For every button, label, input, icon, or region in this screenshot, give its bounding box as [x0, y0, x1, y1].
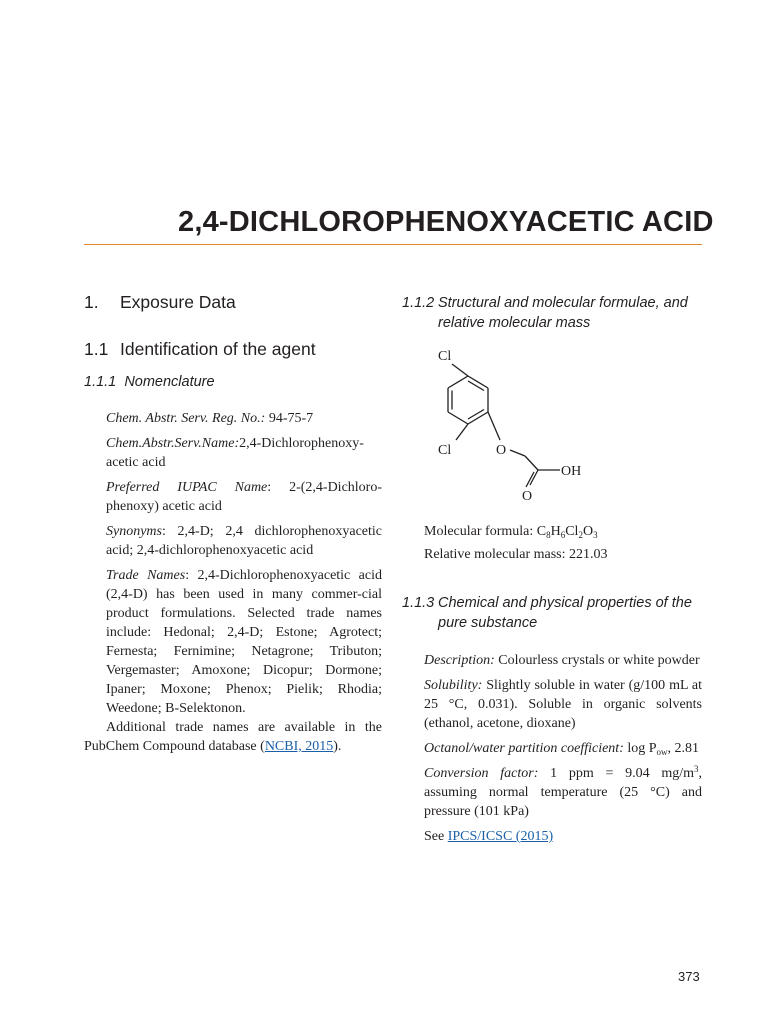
section-number: 1.1.2	[402, 295, 435, 311]
iupac-name: Preferred IUPAC Name: 2-(2,4-Dichloro-phenoxy) acetic acid	[106, 480, 382, 514]
nomenclature-list	[106, 409, 382, 724]
section-number: 1.1	[84, 339, 109, 359]
section-heading-chemical	[402, 593, 712, 633]
additional-trade-names: Additional trade names are available in the PubChem Compound database (NCBI, 2015).	[84, 720, 382, 754]
synonyms: Synonyms: 2,4-D; 2,4 dichlorophenoxyacetic acid; 2,4-dichlorophenoxyacetic acid	[106, 524, 382, 558]
octanol-water-coefficient: Octanol/water partition coefficient: $\log P_{ow}$, 2.81	[424, 741, 700, 757]
description: Description: Colourless crystals or white powder	[424, 653, 700, 668]
properties-list	[424, 651, 702, 852]
page-title: 2,4-DICHLOROPHENOXYACETIC ACID	[178, 206, 714, 238]
section-number: 1.1.3	[402, 595, 435, 611]
see-reference: See IPCS/ICSC (2015)	[424, 829, 554, 844]
section-heading-nomenclature	[84, 372, 384, 392]
section-heading-exposure	[84, 292, 236, 313]
structural-formula-diagram	[430, 340, 610, 505]
cas-name: Chem.Abstr.Serv.Name:2,4-Dichlorophenoxy-acetic acid	[106, 436, 364, 470]
section-heading-identification	[84, 339, 316, 360]
section-label: pure substance	[438, 615, 538, 631]
section-label: Nomenclature	[124, 374, 215, 390]
hydroxyl-label: OH	[561, 464, 582, 479]
page-number: 373	[678, 969, 700, 984]
ether-oxygen-label: O	[496, 443, 507, 458]
trade-names: Trade Names: 2,4-Dichlorophenoxyacetic acid (2,4-D) has been used in many commer-cial product formulations. Selected trade names include: Hedonal; 2,4-D; Estone; Agrotect; Fernesta; Fernimine; Netagrone; Tributon; Vergemaster; Amoxone; Dicopur; Dormone; Ipaner; Moxone; Phenox; Pielik; Rhodia; Weedone; B-Selektonon.	[106, 568, 382, 716]
section-label: relative molecular mass	[438, 315, 591, 331]
section-label: Structural and molecular formulae, and	[438, 295, 688, 311]
molecular-formula: Molecular formula: $C_8H_6Cl_2O_3$	[424, 524, 598, 540]
section-label: Chemical and physical properties of the	[438, 595, 692, 611]
solubility: Solubility: Slightly soluble in water (g/100 mL at 25 °C, 0.031). Soluble in organic solvents (ethanol, acetone, dioxane)	[424, 678, 702, 731]
section-heading-structural	[402, 293, 712, 333]
carbonyl-oxygen-label: O	[522, 489, 533, 504]
chlorine-bottom-label: Cl	[438, 443, 452, 458]
section-number: 1.1.1	[84, 374, 117, 390]
ncbi-reference-link[interactable]: NCBI, 2015	[264, 739, 334, 754]
chlorine-top-label: Cl	[438, 349, 452, 364]
section-label: Identification of the agent	[120, 339, 316, 359]
title-rule	[84, 244, 702, 245]
section-label: Exposure Data	[120, 292, 236, 312]
conversion-factor: Conversion factor: 1 ppm = 9.04 $mg/m^3$, assuming normal temperature (25 °C) and pressure (101 kPa)	[424, 764, 702, 819]
section-number: 1.	[84, 292, 99, 312]
ipcs-reference-link[interactable]: IPCS/ICSC (2015)	[447, 829, 554, 844]
relative-molecular-mass: Relative molecular mass: 221.03	[424, 547, 608, 562]
cas-reg-number: Chem. Abstr. Serv. Reg. No.: 94-75-7	[106, 411, 314, 426]
